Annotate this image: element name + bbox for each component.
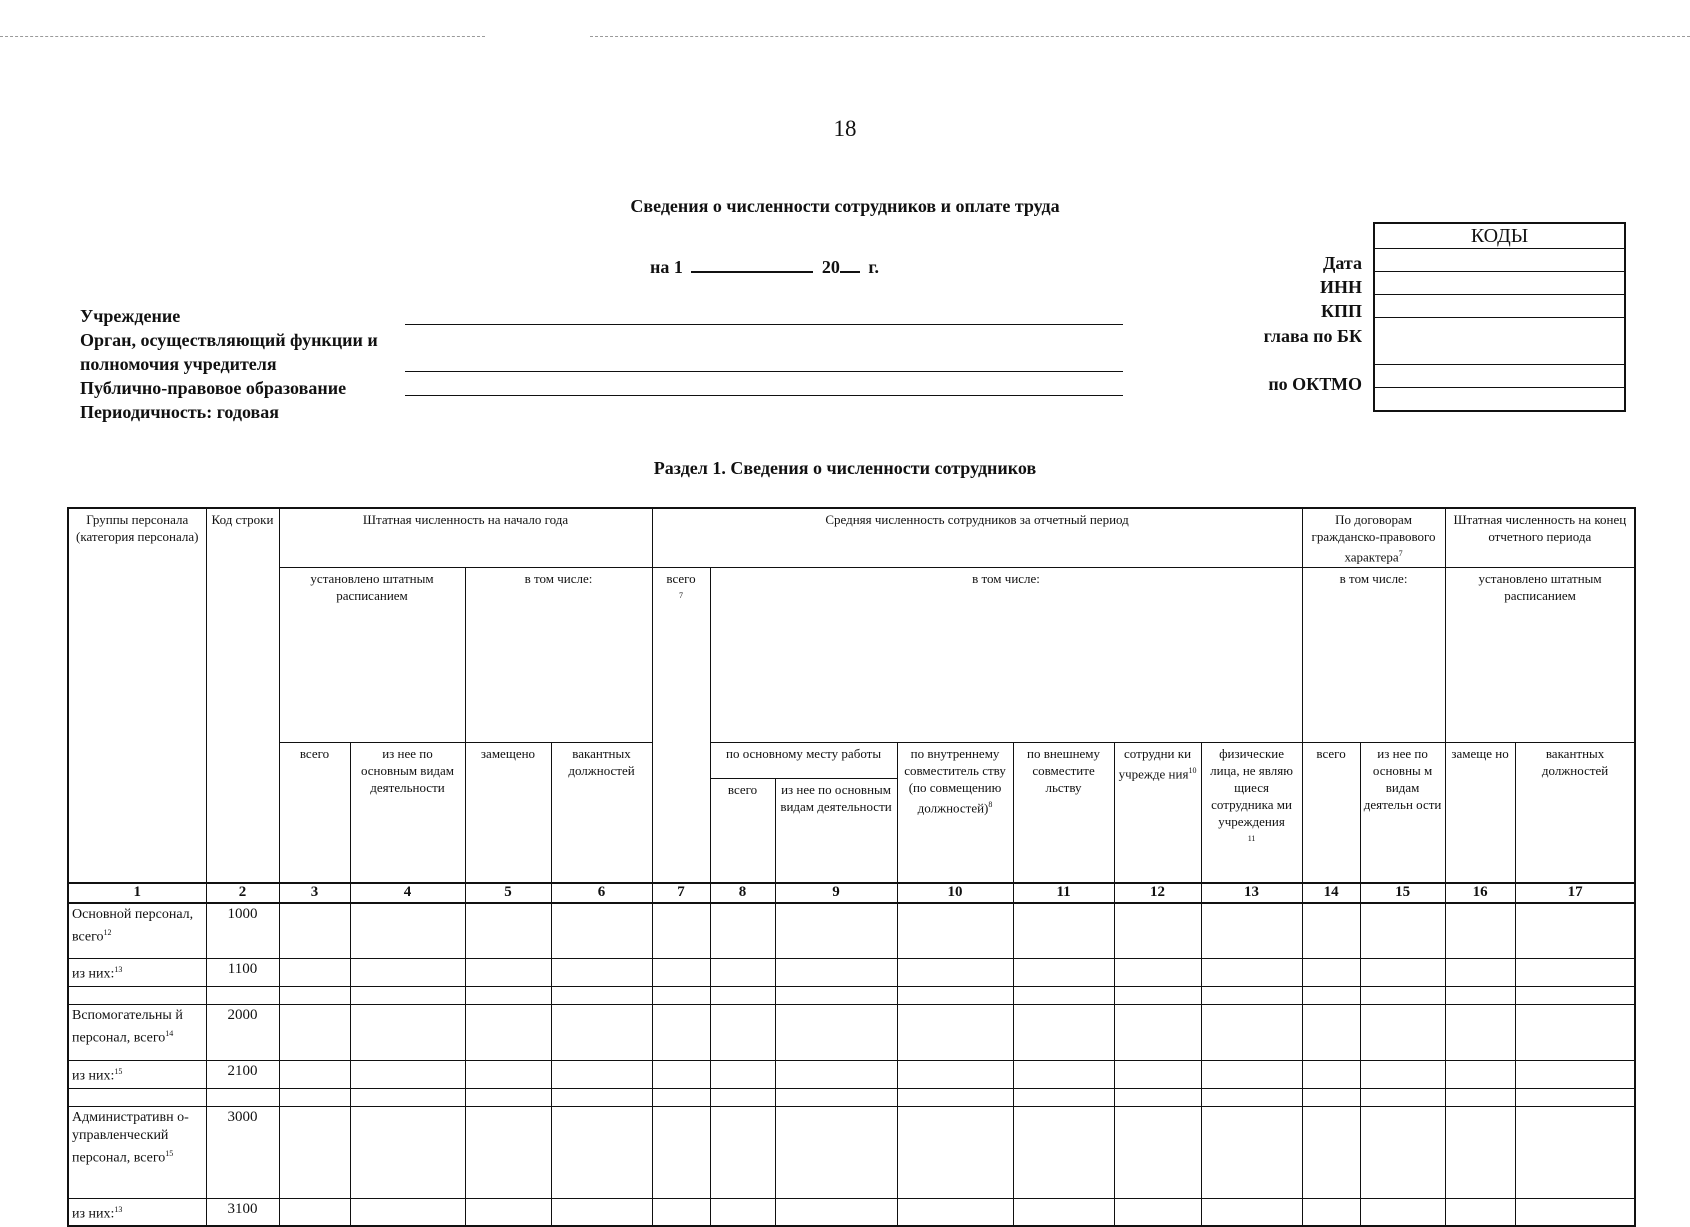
data-cell[interactable]: [1013, 1088, 1114, 1106]
data-cell[interactable]: [1013, 1106, 1114, 1198]
header-main-place-main: из нее по основным видам деятельности: [775, 779, 897, 883]
table-row: [68, 903, 1635, 959]
data-cell[interactable]: [775, 959, 897, 987]
row-code: 3100: [206, 1198, 279, 1226]
data-cell[interactable]: [1201, 986, 1302, 1004]
year-blank[interactable]: [840, 257, 860, 273]
column-number: 13: [1201, 883, 1302, 903]
data-cell[interactable]: [1360, 903, 1445, 959]
data-cell[interactable]: [710, 986, 775, 1004]
row-code: 2000: [206, 1004, 279, 1060]
column-number: 12: [1114, 883, 1201, 903]
header-main-place: по основному месту работы: [710, 743, 897, 779]
header-end-filled: замеще но: [1445, 743, 1515, 883]
founder-label-line2: полномочия учредителя: [80, 354, 277, 374]
header-end-vacant: вакантных должностей: [1515, 743, 1635, 883]
table-row: [68, 1198, 1635, 1226]
data-cell[interactable]: [279, 959, 350, 987]
data-cell[interactable]: [1013, 1198, 1114, 1226]
data-cell[interactable]: [1302, 903, 1360, 959]
data-cell[interactable]: [1201, 1198, 1302, 1226]
data-cell[interactable]: [1201, 959, 1302, 987]
data-cell[interactable]: [652, 959, 710, 987]
inn-code-cell[interactable]: [1374, 272, 1625, 295]
data-cell[interactable]: [710, 1088, 775, 1106]
data-cell[interactable]: [652, 1088, 710, 1106]
header-incl-avg: в том числе:: [710, 568, 1302, 743]
header-civil: [1302, 508, 1445, 568]
data-cell[interactable]: [551, 959, 652, 987]
data-cell[interactable]: [1445, 1088, 1515, 1106]
header-groups: Группы персонала (категория персонала): [68, 508, 206, 883]
codes-box: [1373, 222, 1626, 412]
data-cell[interactable]: [897, 903, 1013, 959]
data-cell[interactable]: [652, 1106, 710, 1198]
data-cell[interactable]: [1445, 1004, 1515, 1060]
data-cell[interactable]: [710, 1004, 775, 1060]
row-label-note: 13: [114, 965, 123, 975]
row-code: 2100: [206, 1060, 279, 1088]
column-number: 2: [206, 883, 279, 903]
data-cell[interactable]: [465, 959, 551, 987]
header-internal-note: 8: [988, 800, 993, 810]
data-cell[interactable]: [1360, 1060, 1445, 1088]
row-label-note: 15: [165, 1148, 174, 1158]
header-civil-text: По договорам гражданско-правового характера: [1311, 512, 1436, 565]
row-label: [68, 1060, 206, 1088]
data-cell[interactable]: [279, 903, 350, 959]
data-cell[interactable]: [1114, 1060, 1201, 1088]
header-staff-begin: Штатная численность на начало года: [279, 508, 652, 568]
data-cell[interactable]: [1445, 903, 1515, 959]
data-cell[interactable]: [350, 986, 465, 1004]
data-cell[interactable]: [465, 1060, 551, 1088]
data-cell[interactable]: [897, 959, 1013, 987]
header-avg-total-note: 7: [679, 591, 684, 601]
column-number: 5: [465, 883, 551, 903]
header-individuals: [1201, 743, 1302, 883]
data-cell[interactable]: [1445, 1060, 1515, 1088]
header-external: по внешнему совместите льству: [1013, 743, 1114, 883]
data-cell[interactable]: [652, 1198, 710, 1226]
data-cell[interactable]: [897, 1198, 1013, 1226]
data-cell[interactable]: [775, 1198, 897, 1226]
header-end-total: всего: [1302, 743, 1360, 883]
data-cell[interactable]: [1114, 986, 1201, 1004]
data-cell[interactable]: [1515, 959, 1635, 987]
data-cell[interactable]: [710, 1106, 775, 1198]
data-cell[interactable]: [465, 1088, 551, 1106]
column-number: 16: [1445, 883, 1515, 903]
data-cell[interactable]: [279, 986, 350, 1004]
date-code-cell[interactable]: [1374, 249, 1625, 272]
table-row: [68, 959, 1635, 987]
row-label-note: 13: [114, 1204, 123, 1214]
data-cell[interactable]: [775, 1060, 897, 1088]
data-cell[interactable]: [1515, 1004, 1635, 1060]
header-individuals-text: физические лица, не являю щиеся сотрудника ми учреждения: [1210, 746, 1293, 830]
header-employees-note: 10: [1188, 766, 1197, 776]
data-cell[interactable]: [350, 959, 465, 987]
header-individuals-note: 11: [1247, 834, 1256, 844]
data-cell[interactable]: [1360, 1004, 1445, 1060]
data-cell[interactable]: [279, 1088, 350, 1106]
row-label-note: 12: [103, 927, 112, 937]
data-cell[interactable]: [1302, 959, 1360, 987]
header-begin-vacant: вакантных должностей: [551, 743, 652, 883]
date-code-label: Дата: [1323, 253, 1362, 273]
data-cell[interactable]: [775, 1106, 897, 1198]
data-cell[interactable]: [775, 903, 897, 959]
data-cell[interactable]: [1201, 1088, 1302, 1106]
data-cell[interactable]: [775, 986, 897, 1004]
data-cell[interactable]: [206, 1088, 279, 1106]
data-cell[interactable]: [68, 986, 206, 1004]
data-cell[interactable]: [350, 1004, 465, 1060]
row-label: [68, 1106, 206, 1198]
data-cell[interactable]: [1515, 1060, 1635, 1088]
institution-field[interactable]: [405, 324, 1123, 325]
data-cell[interactable]: [710, 1198, 775, 1226]
header-begin-filled: замещено: [465, 743, 551, 883]
header-incl-begin: в том числе:: [465, 568, 652, 743]
founder-label-line1: Орган, осуществляющий функции и: [80, 330, 378, 350]
data-cell[interactable]: [1114, 903, 1201, 959]
data-cell[interactable]: [1515, 986, 1635, 1004]
header-begin-main: из нее по основным видам деятельности: [350, 743, 465, 883]
data-cell[interactable]: [1201, 1106, 1302, 1198]
row-label-text: Вспомогательны й персонал, всего: [72, 1007, 183, 1046]
glava-code-label: глава по БК: [1263, 326, 1362, 346]
header-avg: Средняя численность сотрудников за отчетный период: [652, 508, 1302, 568]
data-cell[interactable]: [551, 1106, 652, 1198]
header-end-main: из нее по основны м видам деятельн ости: [1360, 743, 1445, 883]
data-cell[interactable]: [350, 1060, 465, 1088]
data-cell[interactable]: [1445, 986, 1515, 1004]
data-cell[interactable]: [710, 1060, 775, 1088]
row-label-text: из них:: [72, 1206, 115, 1222]
data-cell[interactable]: [551, 1088, 652, 1106]
oktmo-code-label: по ОКТМО: [1268, 374, 1362, 394]
public-entity-label: Публично-правовое образование: [80, 378, 347, 398]
report-date-line: [650, 257, 879, 278]
header-code: Код строки: [206, 508, 279, 883]
row-code: 1000: [206, 903, 279, 959]
data-cell[interactable]: [551, 1198, 652, 1226]
data-cell[interactable]: [1302, 1198, 1360, 1226]
row-label-text: Основной персонал, всего: [72, 906, 194, 945]
data-cell[interactable]: [350, 903, 465, 959]
column-number: 17: [1515, 883, 1635, 903]
data-cell[interactable]: [1360, 959, 1445, 987]
header-civil-note: 7: [1398, 549, 1403, 558]
data-cell[interactable]: [1114, 959, 1201, 987]
column-number: 3: [279, 883, 350, 903]
form-title: Сведения о численности сотрудников и оплате труда: [630, 196, 1060, 216]
data-cell[interactable]: [350, 1198, 465, 1226]
data-cell[interactable]: [1445, 1106, 1515, 1198]
scan-artifact-line: [590, 36, 1690, 37]
row-code: 1100: [206, 959, 279, 987]
header-employees-text: сотрудни ки учрежде ния: [1118, 746, 1192, 782]
header-internal-text: по внутреннему совместитель ству (по совмещению должностей): [904, 746, 1006, 816]
table-row-blank: [68, 1088, 1635, 1106]
date-prefix: на 1: [650, 257, 683, 277]
data-cell[interactable]: [1013, 1060, 1114, 1088]
data-cell[interactable]: [1013, 1004, 1114, 1060]
header-avg-total-text: всего: [666, 571, 696, 587]
data-cell[interactable]: [1515, 1198, 1635, 1226]
data-cell[interactable]: [652, 1004, 710, 1060]
data-cell[interactable]: [1114, 1004, 1201, 1060]
row-label-note: 15: [114, 1066, 123, 1076]
row-label-text: из них:: [72, 1068, 115, 1084]
header-established-end: установлено штатным расписанием: [1445, 568, 1635, 743]
data-cell[interactable]: [1302, 1004, 1360, 1060]
column-number: 11: [1013, 883, 1114, 903]
row-label: [68, 1198, 206, 1226]
data-cell[interactable]: [1201, 1004, 1302, 1060]
data-cell[interactable]: [897, 1060, 1013, 1088]
table-row: [68, 1106, 1635, 1198]
data-cell[interactable]: [551, 903, 652, 959]
column-number: 15: [1360, 883, 1445, 903]
data-cell[interactable]: [465, 1004, 551, 1060]
row-label: [68, 1004, 206, 1060]
column-number: 4: [350, 883, 465, 903]
inn-code-label: ИНН: [1319, 277, 1362, 297]
header-main-place-total: всего: [710, 779, 775, 883]
data-cell[interactable]: [279, 1060, 350, 1088]
page-number: 18: [833, 116, 857, 141]
column-number: 14: [1302, 883, 1360, 903]
data-cell[interactable]: [1201, 1060, 1302, 1088]
year-prefix: 20: [821, 257, 840, 277]
data-cell[interactable]: [710, 959, 775, 987]
row-label: [68, 959, 206, 987]
data-cell[interactable]: [1013, 903, 1114, 959]
scan-artifact-line: [0, 36, 485, 37]
data-cell[interactable]: [1360, 1106, 1445, 1198]
data-cell[interactable]: [652, 903, 710, 959]
data-cell[interactable]: [350, 1106, 465, 1198]
column-number: 10: [897, 883, 1013, 903]
data-cell[interactable]: [206, 986, 279, 1004]
column-number: 7: [652, 883, 710, 903]
data-cell[interactable]: [1302, 986, 1360, 1004]
data-cell[interactable]: [1302, 1088, 1360, 1106]
data-cell[interactable]: [1445, 1198, 1515, 1226]
oktmo-code-cell[interactable]: [1374, 365, 1625, 388]
row-label-text: из них:: [72, 966, 115, 982]
data-cell[interactable]: [551, 986, 652, 1004]
public-entity-field[interactable]: [405, 395, 1123, 396]
periodicity-label: Периодичность: годовая: [80, 402, 280, 422]
extra-code-cell[interactable]: [1374, 388, 1625, 412]
data-cell[interactable]: [551, 1004, 652, 1060]
data-cell[interactable]: [465, 986, 551, 1004]
header-established: установлено штатным расписанием: [279, 568, 465, 743]
table-row: [68, 1060, 1635, 1088]
header-begin-total: всего: [279, 743, 350, 883]
date-suffix: г.: [868, 257, 880, 277]
glava-code-cell[interactable]: [1374, 318, 1625, 365]
data-cell[interactable]: [1302, 1106, 1360, 1198]
table-row: [68, 1004, 1635, 1060]
data-cell[interactable]: [279, 1198, 350, 1226]
data-cell[interactable]: [652, 1060, 710, 1088]
data-cell[interactable]: [897, 1106, 1013, 1198]
header-employees: [1114, 743, 1201, 883]
column-number: 6: [551, 883, 652, 903]
data-cell[interactable]: [1360, 1198, 1445, 1226]
founder-field[interactable]: [405, 371, 1123, 372]
data-cell[interactable]: [897, 986, 1013, 1004]
data-cell[interactable]: [68, 1088, 206, 1106]
data-cell[interactable]: [897, 1004, 1013, 1060]
kpp-code-label: КПП: [1320, 301, 1362, 321]
date-blank[interactable]: [691, 257, 813, 273]
codes-header: КОДЫ: [1374, 223, 1625, 249]
data-cell[interactable]: [775, 1088, 897, 1106]
table-row-blank: [68, 986, 1635, 1004]
data-cell[interactable]: [1360, 986, 1445, 1004]
data-cell[interactable]: [465, 1106, 551, 1198]
data-cell[interactable]: [1013, 959, 1114, 987]
data-cell[interactable]: [652, 986, 710, 1004]
data-cell[interactable]: [1515, 1088, 1635, 1106]
header-incl-civil: в том числе:: [1302, 568, 1445, 743]
row-code: 3000: [206, 1106, 279, 1198]
row-label: [68, 903, 206, 959]
staff-table: [67, 507, 1636, 1227]
data-cell[interactable]: [465, 903, 551, 959]
data-cell[interactable]: [465, 1198, 551, 1226]
section-title: Раздел 1. Сведения о численности сотрудников: [653, 458, 1037, 478]
data-cell[interactable]: [1445, 959, 1515, 987]
data-cell[interactable]: [350, 1088, 465, 1106]
data-cell[interactable]: [1201, 903, 1302, 959]
kpp-code-cell[interactable]: [1374, 295, 1625, 318]
column-number: 1: [68, 883, 206, 903]
data-cell[interactable]: [1515, 903, 1635, 959]
data-cell[interactable]: [1515, 1106, 1635, 1198]
data-cell[interactable]: [710, 903, 775, 959]
data-cell[interactable]: [551, 1060, 652, 1088]
row-label-text: Административн о-управленческий персонал, всего: [72, 1109, 189, 1166]
institution-label: Учреждение: [80, 306, 181, 326]
data-cell[interactable]: [279, 1004, 350, 1060]
header-avg-total: [652, 568, 710, 883]
data-cell[interactable]: [1114, 1106, 1201, 1198]
data-cell[interactable]: [1013, 986, 1114, 1004]
header-staff-end: Штатная численность на конец отчетного периода: [1445, 508, 1635, 568]
column-number: 9: [775, 883, 897, 903]
data-cell[interactable]: [1114, 1198, 1201, 1226]
data-cell[interactable]: [279, 1106, 350, 1198]
data-cell[interactable]: [897, 1088, 1013, 1106]
row-label-note: 14: [165, 1028, 174, 1038]
data-cell[interactable]: [1360, 1088, 1445, 1106]
header-internal: [897, 743, 1013, 883]
column-number: 8: [710, 883, 775, 903]
data-cell[interactable]: [1114, 1088, 1201, 1106]
data-cell[interactable]: [775, 1004, 897, 1060]
data-cell[interactable]: [1302, 1060, 1360, 1088]
